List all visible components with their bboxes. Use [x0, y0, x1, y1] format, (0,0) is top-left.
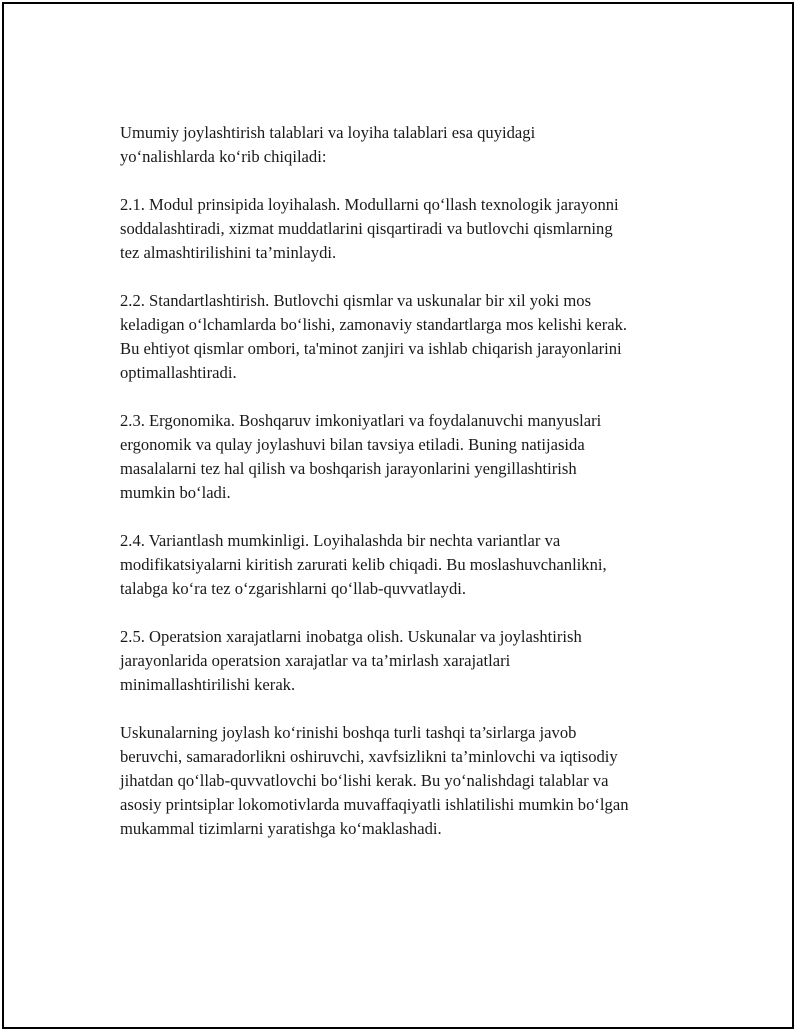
document-page	[2, 2, 794, 1029]
section-2-2-paragraph: 2.2. Standartlashtirish. Butlovchi qismlar va uskunalar bir xil yoki mos keladigan o‘lchamlarda bo‘lishi, zamonaviy standartlarga mos kelishi kerak. Bu ehtiyot qismlar ombori, ta'minot zanjiri va ishlab chiqarish jarayonlarini optimallashtiradi.	[120, 291, 628, 382]
section-2-1-paragraph: 2.1. Modul prinsipida loyihalash. Modullarni qo‘llash texnologik jarayonni soddalashtiradi, xizmat muddatlarini qisqartiradi va butlovchi qismlarning tez almashtirilishini ta’minlaydi.	[120, 195, 619, 262]
section-2-5-paragraph: 2.5. Operatsion xarajatlarni inobatga olish. Uskunalar va joylashtirish jarayonlarida operatsion xarajatlar va ta’mirlash xarajatlari minimallashtirilishi kerak.	[120, 627, 582, 694]
section-2-4-paragraph: 2.4. Variantlash mumkinligi. Loyihalashda bir nechta variantlar va modifikatsiyalarni kiritish zarurati kelib chiqadi. Bu moslashuvchanlikni, talabga ko‘ra tez o‘zgarishlarni qo‘llab-quvvatlaydi.	[120, 531, 607, 598]
document-body	[120, 121, 692, 841]
conclusion-paragraph: Uskunalarning joylash ko‘rinishi boshqa turli tashqi ta’sirlarga javob beruvchi, samaradorlikni oshiruvchi, xavfsizlikni ta’minlovchi va iqtisodiy jihatdan qo‘llab-quvvatlovchi bo‘lishi kerak. Bu yo‘nalishdagi talablar va asosiy printsiplar lokomotivlarda muvaffaqiyatli ishlatilishi mumkin bo‘lgan mukammal tizimlarni yaratishga ko‘maklashadi.	[120, 723, 629, 838]
intro-paragraph: Umumiy joylashtirish talablari va loyiha talablari esa quyidagi yo‘nalishlarda ko‘rib chiqiladi:	[120, 123, 536, 166]
section-2-3-paragraph: 2.3. Ergonomika. Boshqaruv imkoniyatlari va foydalanuvchi manyuslari ergonomik va qulay joylashuvi bilan tavsiya etiladi. Buning natijasida masalalarni tez hal qilish va boshqarish jarayonlarini yengillashtirish mumkin bo‘ladi.	[120, 411, 602, 502]
